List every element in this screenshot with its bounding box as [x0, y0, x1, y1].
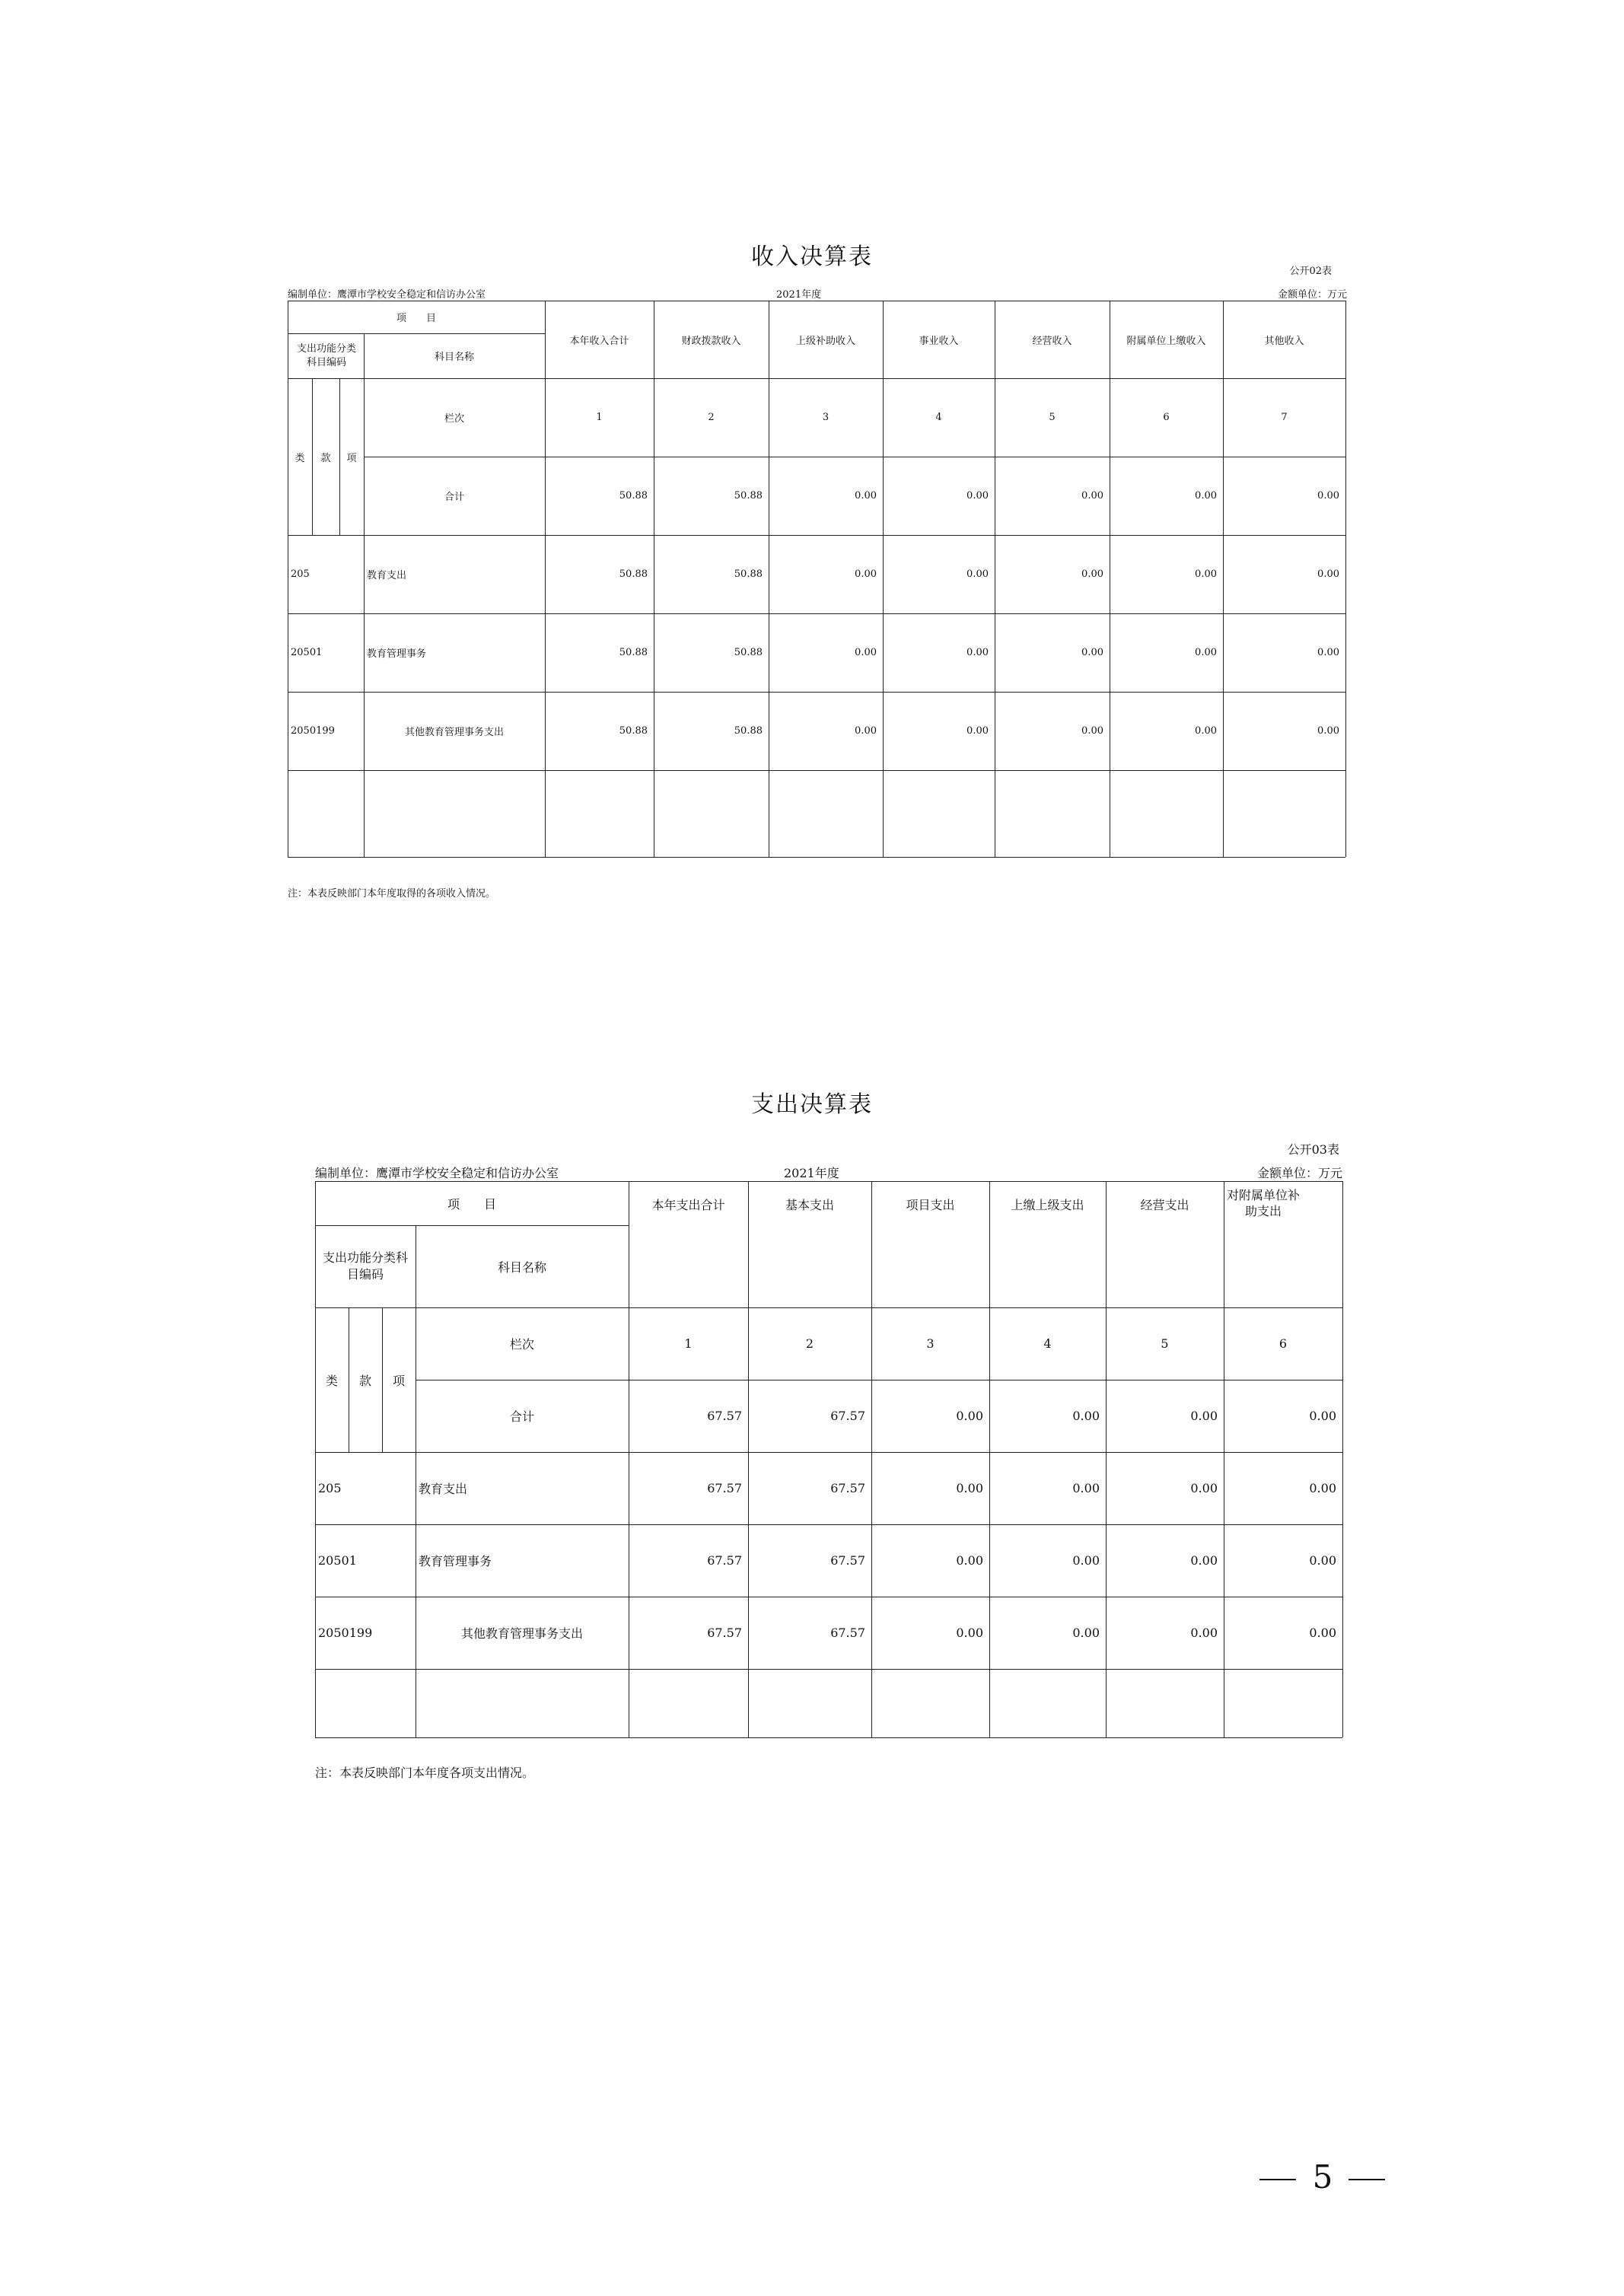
income-row-value: 0.00 [1195, 568, 1217, 580]
income-row-code: 20501 [291, 647, 323, 658]
expense-year: 2021年度 [784, 1166, 839, 1180]
income-row-value: 0.00 [1081, 647, 1103, 658]
income-lanci-label: 栏次 [444, 413, 464, 425]
income-total-value: 0.00 [1317, 490, 1339, 502]
income-row-value: 50.88 [734, 647, 763, 658]
expense-row-value: 67.57 [830, 1481, 865, 1495]
income-row-name: 其他教育管理事务支出 [404, 727, 504, 738]
expense-total-value: 67.57 [707, 1409, 742, 1423]
income-colnum: 1 [596, 412, 603, 423]
expense-row-value: 0.00 [1190, 1626, 1218, 1640]
income-header-code: 支出功能分类科目编码 [296, 342, 356, 368]
income-row-value: 50.88 [619, 725, 648, 737]
income-row-name: 教育管理事务 [367, 648, 427, 660]
income-header-col6: 附属单位上缴收入 [1126, 335, 1206, 347]
page-number: 5 [1312, 2158, 1333, 2196]
expense-colnum: 6 [1279, 1336, 1288, 1351]
income-row-value: 0.00 [855, 725, 877, 737]
expense-row-value: 0.00 [1309, 1481, 1336, 1495]
expense-compiling-unit: 编制单位：鹰潭市学校安全稳定和信访办公室 [315, 1166, 559, 1180]
expense-title: 支出决算表 [751, 1091, 873, 1118]
expense-row-value: 67.57 [707, 1553, 742, 1568]
income-compiling-unit: 编制单位：鹰潭市学校安全稳定和信访办公室 [288, 289, 486, 301]
expense-header-kuan: 款 [358, 1373, 371, 1388]
expense-total-value: 0.00 [1190, 1409, 1218, 1423]
income-row-value: 50.88 [619, 647, 648, 658]
income-row-value: 0.00 [855, 647, 877, 658]
income-header-item: 项 目 [396, 313, 436, 324]
income-header-col4: 事业收入 [919, 335, 959, 347]
income-header-lei: 类 [295, 452, 305, 464]
income-row-value: 0.00 [1317, 568, 1339, 580]
income-colnum: 2 [708, 412, 715, 423]
expense-row-value: 0.00 [1309, 1626, 1336, 1640]
expense-lanci-label: 栏次 [509, 1337, 534, 1352]
income-year: 2021年度 [776, 289, 822, 301]
income-row-value: 0.00 [1317, 647, 1339, 658]
expense-colnum: 4 [1043, 1336, 1052, 1351]
expense-row-code: 20501 [318, 1553, 357, 1568]
expense-row-name: 教育支出 [419, 1482, 468, 1496]
income-header-col1: 本年收入合计 [569, 335, 629, 347]
expense-total-value: 0.00 [1309, 1409, 1336, 1423]
income-header-col2: 财政拨款收入 [681, 335, 741, 347]
expense-row-name: 教育管理事务 [419, 1554, 492, 1568]
expense-row-code: 2050199 [318, 1626, 373, 1640]
income-total-value: 0.00 [855, 490, 877, 502]
income-total-value: 0.00 [1195, 490, 1217, 502]
expense-row-value: 67.57 [707, 1481, 742, 1495]
income-row-value: 50.88 [619, 568, 648, 580]
expense-colnum: 2 [805, 1336, 814, 1351]
expense-row-value: 67.57 [707, 1626, 742, 1640]
expense-row-value: 0.00 [1072, 1553, 1100, 1568]
expense-colnum: 5 [1161, 1336, 1169, 1351]
income-total-value: 0.00 [966, 490, 989, 502]
income-amount-unit: 金额单位：万元 [1277, 289, 1347, 301]
expense-row-value: 0.00 [1190, 1553, 1218, 1568]
income-row-value: 0.00 [1081, 725, 1103, 737]
income-row-value: 0.00 [855, 568, 877, 580]
income-title: 收入决算表 [751, 244, 873, 270]
expense-header-name: 科目名称 [497, 1259, 546, 1275]
expense-row-name: 其他教育管理事务支出 [460, 1626, 583, 1641]
income-colnum: 3 [822, 412, 830, 423]
income-total-value: 0.00 [1081, 490, 1103, 502]
expense-header-code: 支出功能分类科目编码 [322, 1250, 408, 1282]
expense-row-value: 0.00 [1072, 1626, 1100, 1640]
income-row-value: 0.00 [966, 725, 989, 737]
expense-colnum: 3 [926, 1336, 935, 1351]
income-row-code: 205 [291, 568, 310, 580]
expense-row-value: 0.00 [956, 1481, 983, 1495]
income-row-value: 0.00 [1317, 725, 1339, 737]
expense-header-col6: 对附属单位补助支出 [1227, 1188, 1301, 1218]
income-row-value: 50.88 [734, 568, 763, 580]
income-header-xiang: 项 [346, 452, 357, 464]
expense-header-col5: 经营支出 [1140, 1197, 1189, 1212]
expense-row-value: 0.00 [1309, 1553, 1336, 1568]
income-note: 注：本表反映部门本年度取得的各项收入情况。 [288, 888, 496, 900]
income-colnum: 4 [935, 412, 942, 423]
expense-note: 注：本表反映部门本年度各项支出情况。 [315, 1766, 535, 1780]
expense-amount-unit: 金额单位：万元 [1256, 1166, 1342, 1180]
income-header-col3: 上级补助收入 [795, 335, 855, 347]
income-row-name: 教育支出 [367, 570, 407, 581]
expense-row-value: 0.00 [1190, 1481, 1218, 1495]
expense-total-value: 67.57 [830, 1409, 865, 1423]
income-row-value: 0.00 [1195, 725, 1217, 737]
income-row-value: 0.00 [1081, 568, 1103, 580]
expense-row-value: 67.57 [830, 1553, 865, 1568]
expense-header-col4: 上缴上级支出 [1011, 1197, 1084, 1212]
expense-header-item: 项 目 [447, 1196, 496, 1212]
expense-header-lei: 类 [325, 1373, 338, 1388]
income-total-value: 50.88 [734, 490, 763, 502]
expense-total-value: 0.00 [1072, 1409, 1100, 1423]
expense-header-col2: 基本支出 [785, 1197, 834, 1212]
income-row-value: 0.00 [1195, 647, 1217, 658]
income-colnum: 5 [1049, 412, 1056, 423]
income-colnum: 6 [1163, 412, 1170, 423]
expense-header-xiang: 项 [392, 1373, 405, 1388]
income-total-value: 50.88 [619, 490, 648, 502]
income-header-col5: 经营收入 [1032, 335, 1072, 347]
income-row-value: 50.88 [734, 725, 763, 737]
expense-row-value: 0.00 [956, 1553, 983, 1568]
expense-colnum: 1 [684, 1336, 693, 1351]
income-row-value: 0.00 [966, 647, 989, 658]
income-header-kuan: 款 [320, 452, 331, 464]
income-header-name: 科目名称 [434, 352, 474, 363]
expense-header-col1: 本年支出合计 [651, 1197, 725, 1212]
page-number-dash-left [1259, 2179, 1296, 2180]
expense-total-label: 合计 [509, 1409, 534, 1424]
income-row-value: 0.00 [966, 568, 989, 580]
income-header-col7: 其他收入 [1264, 335, 1304, 347]
income-total-label: 合计 [444, 492, 464, 503]
expense-header-col3: 项目支出 [906, 1197, 955, 1212]
income-row-code: 2050199 [291, 725, 335, 737]
expense-row-value: 0.00 [1072, 1481, 1100, 1495]
expense-total-value: 0.00 [956, 1409, 983, 1423]
expense-table-no: 公开03表 [1287, 1142, 1339, 1157]
expense-row-value: 0.00 [956, 1626, 983, 1640]
income-table-no: 公开02表 [1289, 266, 1332, 277]
expense-row-value: 67.57 [830, 1626, 865, 1640]
income-colnum: 7 [1281, 412, 1288, 423]
expense-row-code: 205 [318, 1481, 342, 1495]
page-number-dash-right [1349, 2179, 1385, 2180]
